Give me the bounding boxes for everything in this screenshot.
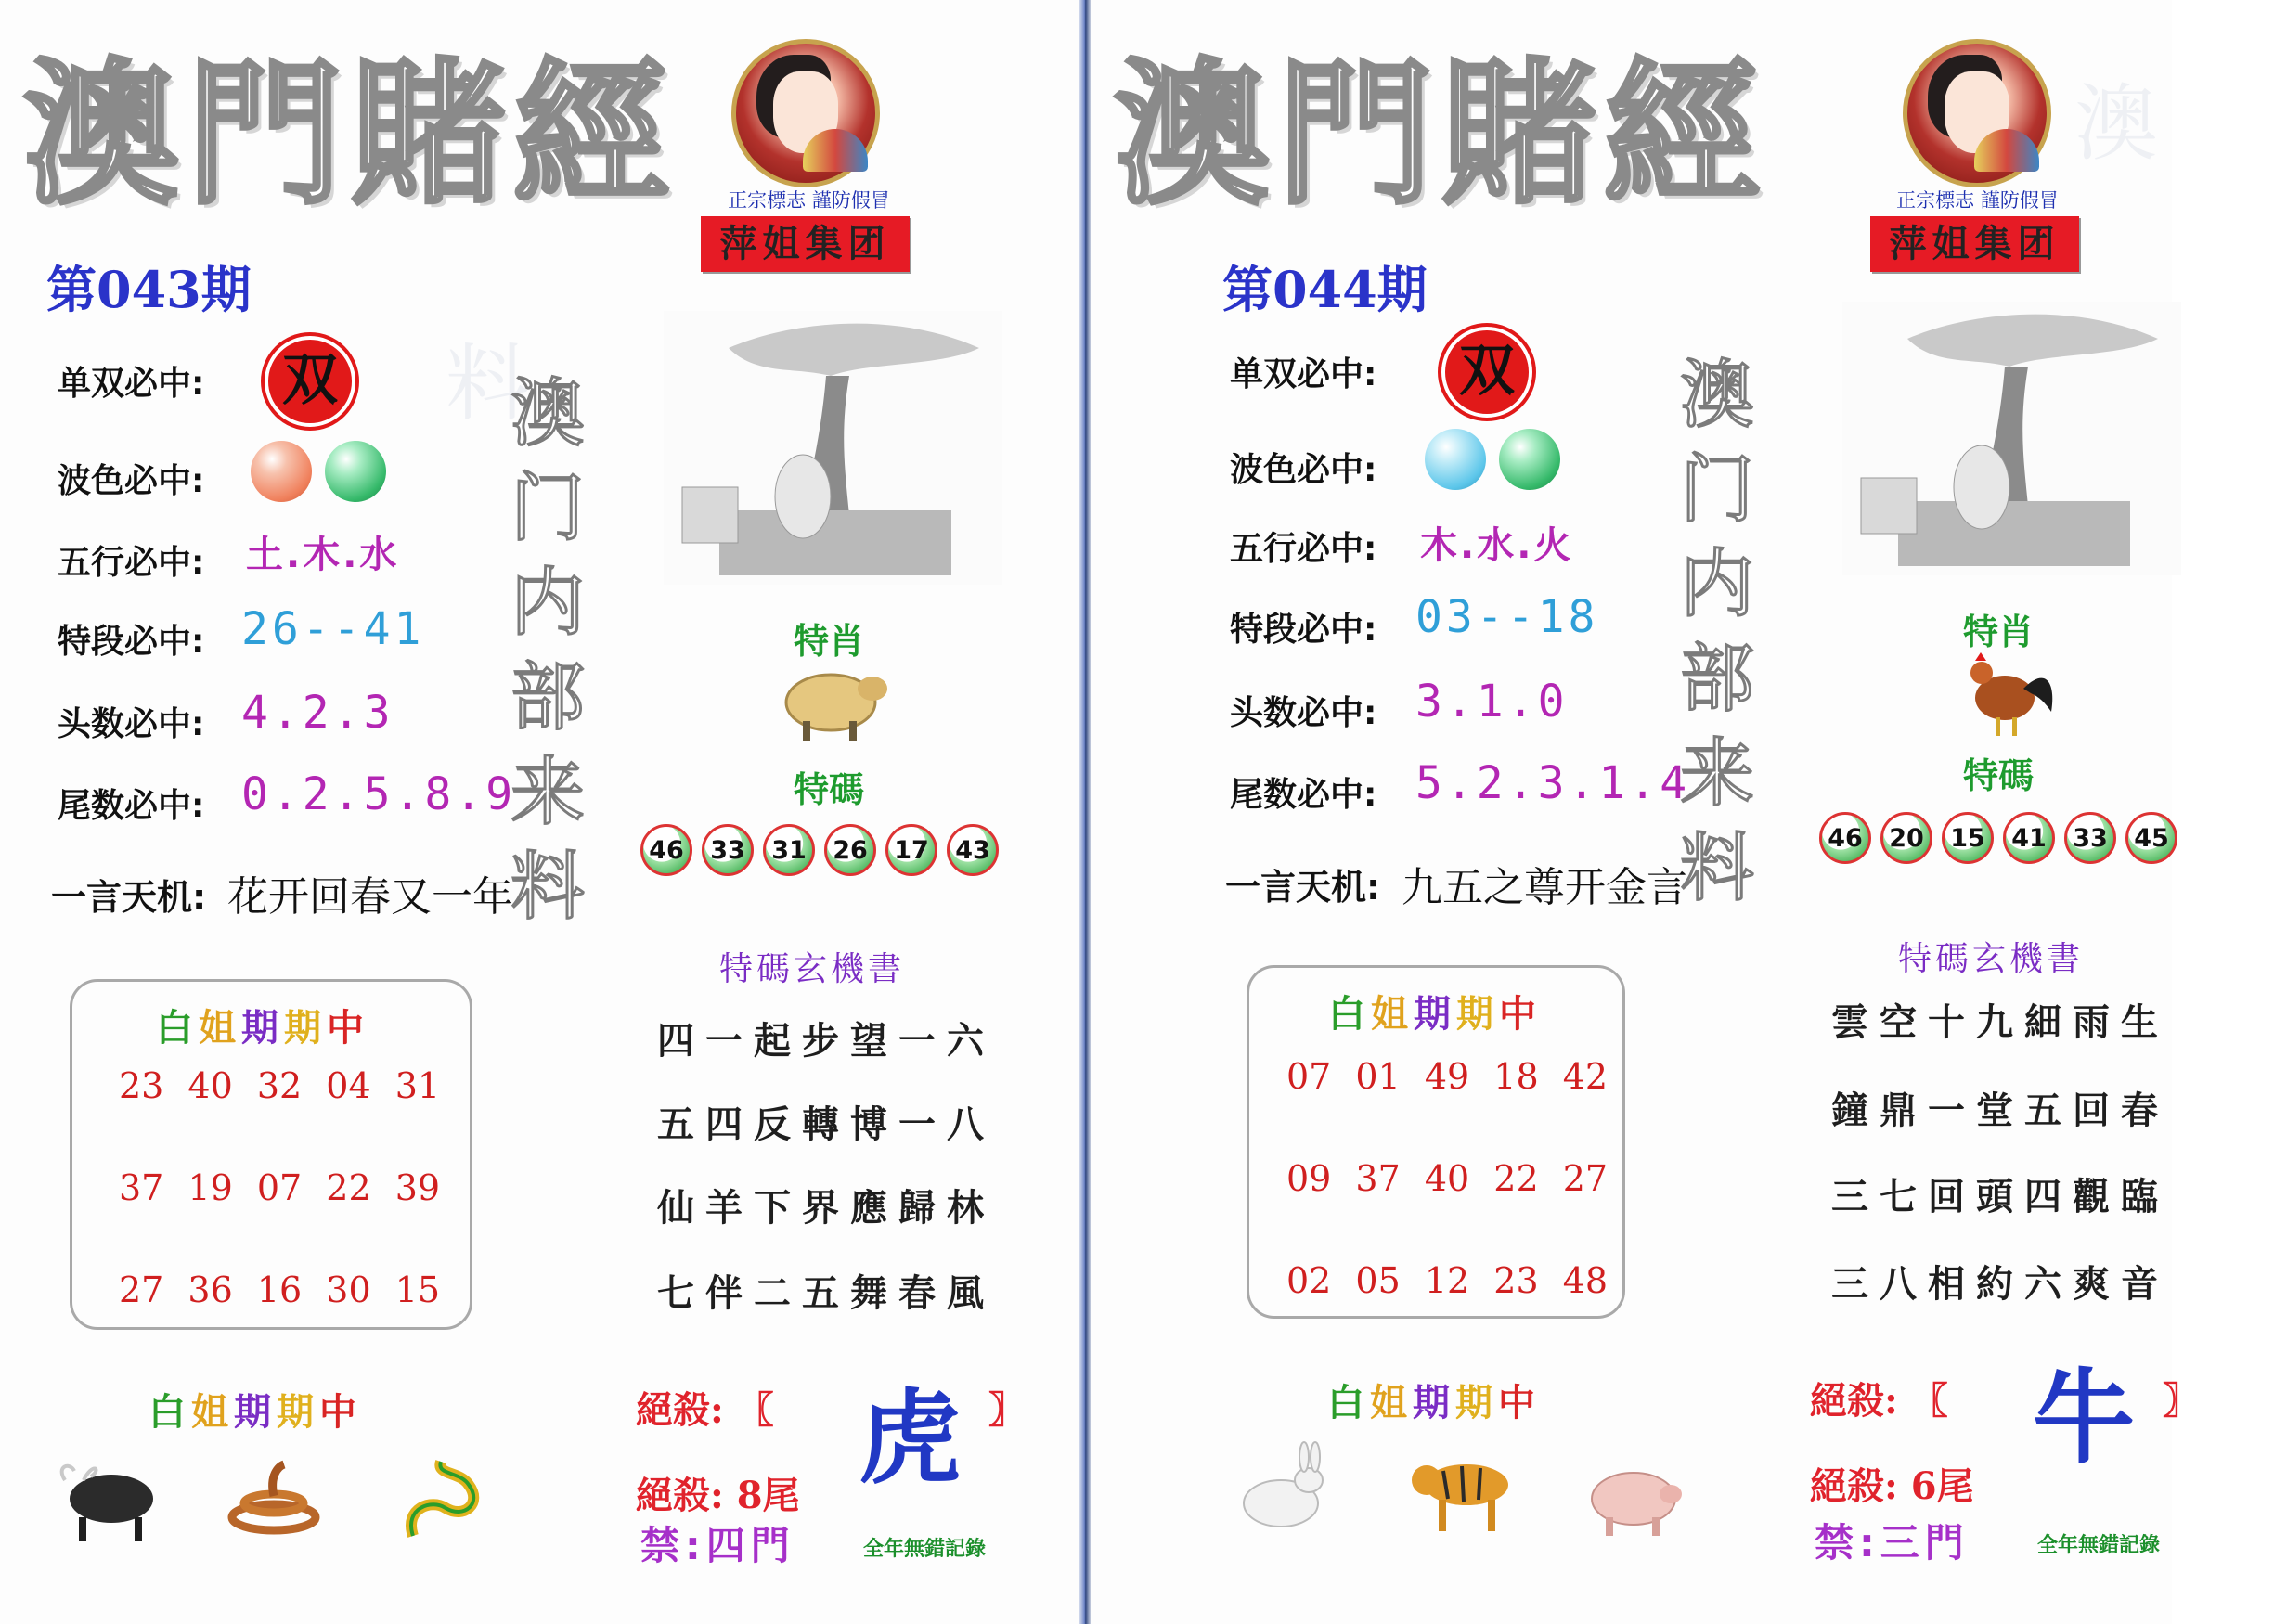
one-word-value: 九五之尊开金言 [1402,864,1687,911]
issue-number: 第043期 [46,260,252,319]
number-ball: 20 [1880,812,1932,864]
number-ball: 31 [763,824,815,876]
bottom-title-part: 姐 [191,1391,234,1434]
one-word-value: 花开回春又一年 [227,873,513,921]
special-range-label: 特段必中: [1230,611,1377,649]
number-ball: 46 [1819,812,1871,864]
special-number-label: 特碼 [794,768,865,810]
box-number-row: 23 40 32 04 31 [119,1065,441,1106]
book-line: 五四反轉博一八 [657,1102,995,1146]
kill-label: 絕殺: 〖 [1810,1379,1948,1423]
number-ball: 46 [640,824,692,876]
tree-sketch-image [1842,302,2181,575]
vertical-banner-text: 澳门内部来料 [510,370,585,930]
bottom-title-part: 期 [277,1391,319,1434]
logo-slogan: 正宗標志 謹防假冒 [728,189,890,212]
box-number-row: 09 37 40 22 27 [1286,1158,1609,1199]
special-zodiac-label: 特肖 [794,620,865,662]
head-number-label: 头数必中: [58,705,205,743]
number-ball: 45 [2125,812,2177,864]
blue-ball-icon [1425,429,1486,490]
odd-even-badge: 双 [1441,327,1532,418]
bottom-title-part: 中 [1498,1382,1541,1424]
green-ball-icon [1499,429,1560,490]
book-title: 特碼玄機書 [719,950,906,988]
sheep-icon [780,661,891,744]
numbers-box [70,979,472,1330]
bottom-title-part: 期 [234,1391,277,1434]
one-word-label: 一言天机: [1225,867,1381,908]
bottom-title-part: 期 [1455,1382,1498,1424]
tail-number-label: 尾数必中: [1230,776,1377,814]
book-spine [1079,0,1092,1624]
five-elements-value: 土.木.水 [246,534,400,576]
ban-doors: 禁:四門 [640,1523,795,1568]
book-title: 特碼玄機書 [1898,940,2085,978]
page-title: 澳門賭經 [1114,42,1767,226]
head-number-label: 头数必中: [1230,694,1377,732]
head-number-value: 3.1.0 [1415,676,1569,728]
bleed-through-text: 料 [446,335,529,432]
box-number-row: 02 05 12 23 48 [1286,1260,1609,1301]
left-page [0,0,1081,1624]
pig-icon [1578,1448,1689,1540]
box-title-part: 姐 [1371,993,1414,1036]
tail-number-value: 5.2.3.1.4 [1415,757,1691,809]
bottom-title-part: 白 [149,1391,191,1434]
dragon-icon [394,1452,497,1554]
box-number-row: 37 19 07 22 39 [119,1167,441,1208]
kill-label: 絕殺: 〖 [636,1388,774,1432]
page-title: 澳門賭經 [23,42,677,226]
number-ball: 26 [824,824,876,876]
book-line: 四一起步望一六 [657,1019,995,1063]
box-title-part: 姐 [199,1007,241,1050]
five-elements-label: 五行必中: [1230,530,1377,568]
kill-label-text: 絕殺: [636,1388,724,1432]
box-title [156,999,369,1051]
special-number-label: 特碼 [1963,754,2035,796]
box-title-part: 期 [1414,993,1456,1036]
green-ball-icon [325,441,386,502]
five-elements-label: 五行必中: [58,544,205,582]
kill-tail: 絕殺: 6尾 [1810,1464,1974,1508]
ban-doors: 禁:三門 [1815,1520,1970,1566]
box-title-part: 白 [156,1007,199,1050]
head-number-value: 4.2.3 [241,687,394,739]
kill-zodiac: 虎 [859,1378,961,1498]
box-title-part: 期 [241,1007,284,1050]
five-elements-value: 木.水.火 [1420,524,1574,567]
box-title-part: 期 [284,1007,327,1050]
rabbit-icon [1230,1443,1332,1536]
ox-icon [56,1452,167,1545]
numbers-box [1247,965,1625,1319]
special-range-label: 特段必中: [58,623,205,661]
odd-even-label: 单双必中: [58,365,205,403]
vertical-banner-text: 澳门内部来料 [1680,352,1754,911]
odd-even-label: 单双必中: [1230,355,1377,393]
number-ball: 17 [885,824,937,876]
number-ball: 33 [2064,812,2116,864]
group-banner: 萍姐集团 [1870,216,2079,272]
logo-portrait [731,39,880,187]
kill-label-text: 絕殺: [1810,1379,1898,1423]
box-title-part: 期 [1456,993,1499,1036]
number-ball: 15 [1942,812,1994,864]
number-ball: 33 [702,824,754,876]
book-line: 仙羊下界應歸林 [657,1186,995,1230]
special-range-value: 03--18 [1415,591,1599,643]
kill-tail: 絕殺: 8尾 [636,1474,800,1517]
one-word-label: 一言天机: [51,877,207,918]
book-line: 鐘鼎一堂五回春 [1831,1089,2169,1132]
special-range-value: 26--41 [241,603,425,655]
rooster-icon [1958,647,2061,740]
logo-slogan: 正宗標志 謹防假冒 [1896,189,2059,212]
number-ball: 41 [2003,812,2055,864]
wave-color-label: 波色必中: [58,462,205,500]
tree-sketch-image [664,311,1002,585]
book-line: 七伴二五舞春風 [657,1271,995,1315]
kill-bracket-close: 〗 [2163,1379,2200,1423]
box-title-part: 中 [327,1007,369,1050]
book-line: 三七回頭四觀臨 [1831,1175,2169,1218]
box-title-part: 中 [1499,993,1542,1036]
red-ball-icon [251,441,312,502]
book-line: 雲空十九細雨生 [1831,1000,2169,1044]
tail-number-value: 0.2.5.8.9 [241,768,517,820]
box-number-row: 07 01 49 18 42 [1286,1056,1609,1097]
bottom-title-part: 姐 [1370,1382,1413,1424]
logo-portrait [1903,39,2051,187]
box-title [1328,985,1542,1038]
wave-color-label: 波色必中: [1230,451,1377,489]
box-title-part: 白 [1328,993,1371,1036]
number-ball: 43 [947,824,999,876]
box-number-row: 27 36 16 30 15 [119,1270,441,1310]
kill-bracket-close: 〗 [988,1388,1026,1432]
special-zodiac-label: 特肖 [1963,611,2035,652]
bleed-through-text: 澳 [2074,75,2158,173]
record-note: 全年無錯記錄 [2037,1534,2161,1557]
issue-number: 第044期 [1222,260,1428,319]
book-line: 三八相約六爽音 [1831,1262,2169,1306]
bottom-title [1327,1373,1541,1426]
tiger-icon [1406,1438,1527,1536]
bottom-title-part: 中 [319,1391,362,1434]
group-banner: 萍姐集团 [701,216,910,272]
record-note: 全年無錯記錄 [863,1538,987,1561]
bottom-title [149,1383,362,1436]
snake-icon [223,1457,325,1540]
tail-number-label: 尾数必中: [58,787,205,825]
right-page [1091,0,2200,1624]
odd-even-badge: 双 [265,336,355,427]
kill-zodiac: 牛 [2033,1358,2135,1477]
bottom-title-part: 期 [1413,1382,1455,1424]
bottom-title-part: 白 [1327,1382,1370,1424]
